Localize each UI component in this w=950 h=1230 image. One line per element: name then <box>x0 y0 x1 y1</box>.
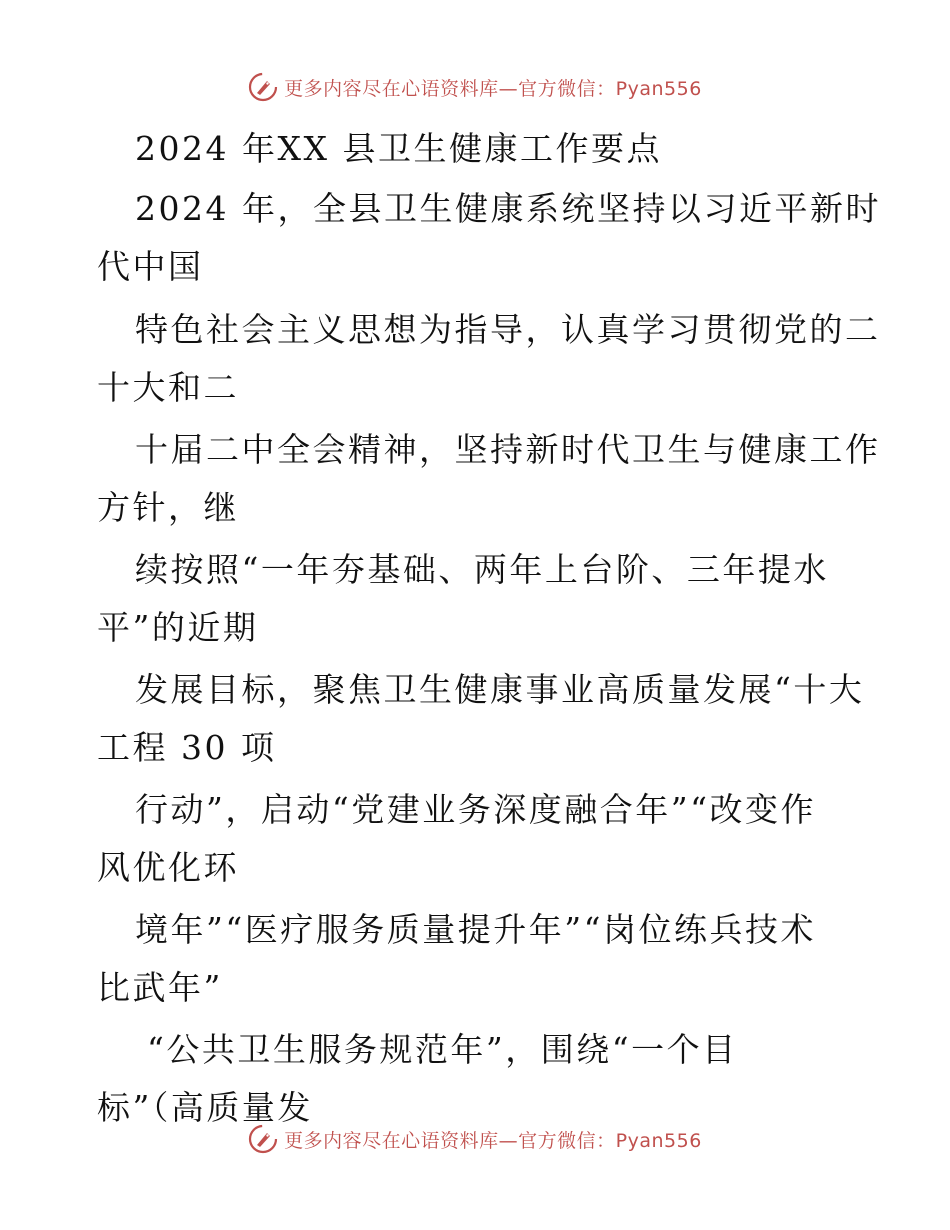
paragraph-line: 行动”，启动“党建业务深度融合年”“改变作 <box>135 790 816 829</box>
watermark-footer <box>0 1124 950 1154</box>
paragraph-line: 平”的近期 <box>97 608 259 647</box>
watermark-text: 更多内容尽在心语资料库—官方微信：Pyan556 <box>284 77 702 100</box>
pen-nib-logo-icon <box>248 72 278 102</box>
paragraph-line: 标”（高质量发 <box>97 1088 313 1127</box>
paragraph-line: 风优化环 <box>97 848 239 887</box>
paragraph-line: 工程 30 项 <box>97 728 277 767</box>
paragraph-line: 代中国 <box>97 247 204 286</box>
paragraph-line: 特色社会主义思想为指导，认真学习贯彻党的二 <box>135 310 881 349</box>
watermark-header <box>0 72 950 102</box>
paragraph-line: “公共卫生服务规范年”，围绕“一个目 <box>147 1030 738 1069</box>
paragraph-line: 方针，继 <box>97 488 239 527</box>
paragraph-line: 发展目标，聚焦卫生健康事业高质量发展“十大 <box>135 670 865 709</box>
paragraph-line: 十届二中全会精神，坚持新时代卫生与健康工作 <box>135 430 881 469</box>
paragraph-line: 2024 年，全县卫生健康系统坚持以习近平新时 <box>135 189 881 228</box>
paragraph-line: 续按照“一年夯基础、两年上台阶、三年提水 <box>135 550 829 589</box>
doc-title: 2024 年XX 县卫生健康工作要点 <box>135 129 662 168</box>
pen-nib-logo-icon <box>248 1124 278 1154</box>
paragraph-line: 境年”“医疗服务质量提升年”“岗位练兵技术 <box>135 910 816 949</box>
watermark-text: 更多内容尽在心语资料库—官方微信：Pyan556 <box>284 1129 702 1152</box>
paragraph-line: 十大和二 <box>97 368 239 407</box>
paragraph-line: 比武年” <box>97 968 223 1007</box>
